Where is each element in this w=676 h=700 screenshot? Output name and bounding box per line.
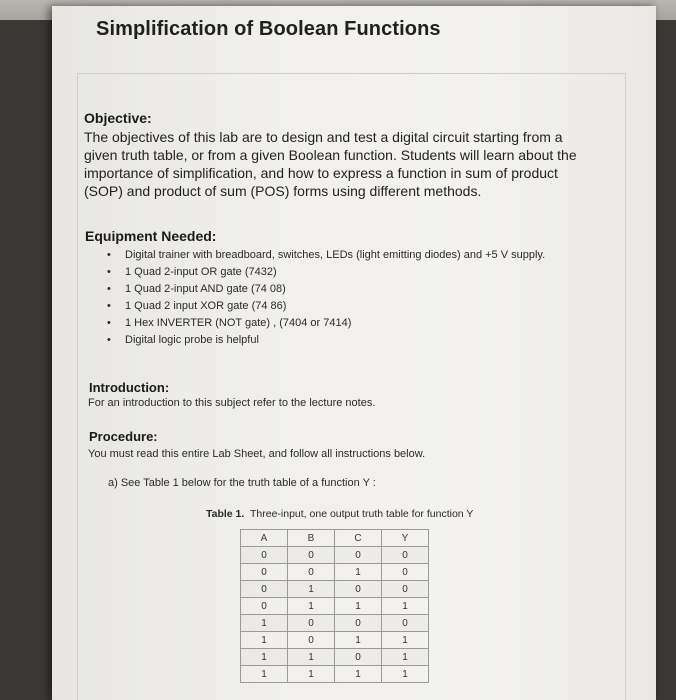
table-row	[241, 598, 429, 615]
bullet-icon: •	[107, 300, 111, 312]
table-cell: 1	[241, 632, 288, 649]
table-caption	[206, 508, 473, 520]
table-cell: 1	[335, 564, 382, 581]
table-cell: 1	[241, 666, 288, 683]
table-cell: 0	[335, 649, 382, 666]
table-cell: 0	[335, 615, 382, 632]
truth-table	[240, 529, 429, 683]
table-cell: 1	[288, 581, 335, 598]
table-cell: 0	[241, 547, 288, 564]
introduction-heading: Introduction:	[89, 380, 170, 395]
table-cell: 1	[382, 632, 429, 649]
table-cell: 0	[288, 547, 335, 564]
equipment-heading: Equipment Needed:	[85, 228, 217, 244]
bullet-icon: •	[107, 283, 111, 295]
introduction-text: For an introduction to this subject refer to the lecture notes.	[88, 397, 376, 409]
table-cell: 1	[335, 632, 382, 649]
table-cell: 1	[335, 598, 382, 615]
list-item: • Digital logic probe is helpful	[107, 334, 259, 346]
column-header-y: Y	[382, 530, 429, 547]
list-item: • 1 Quad 2-input AND gate (74 08)	[107, 283, 286, 295]
page-title: Simplification of Boolean Functions	[96, 18, 441, 40]
table-cell: 1	[241, 649, 288, 666]
bullet-icon: •	[107, 334, 111, 346]
objective-heading: Objective:	[84, 110, 152, 126]
table-cell: 1	[382, 666, 429, 683]
lab-sheet-page	[52, 6, 656, 700]
list-item: • Digital trainer with breadboard, switches, LEDs (light emitting diodes) and +5 V supply.	[107, 249, 546, 261]
procedure-step-a: a) See Table 1 below for the truth table of a function Y :	[108, 477, 376, 489]
list-item: • 1 Quad 2-input OR gate (7432)	[107, 266, 277, 278]
table-cell: 0	[288, 564, 335, 581]
table-caption-text: Three-input, one output truth table for function Y	[249, 508, 474, 520]
table-row	[241, 666, 429, 683]
table-row	[241, 547, 429, 564]
table-cell: 0	[241, 581, 288, 598]
table-cell: 1	[241, 615, 288, 632]
table-cell: 0	[335, 581, 382, 598]
table-caption-label: Table 1.	[206, 508, 245, 520]
table-cell: 0	[241, 598, 288, 615]
column-header-b: B	[288, 530, 335, 547]
table-row	[241, 615, 429, 632]
table-cell: 0	[382, 615, 429, 632]
list-item: • 1 Hex INVERTER (NOT gate) , (7404 or 7414)	[107, 317, 352, 329]
column-header-a: A	[241, 530, 288, 547]
procedure-heading: Procedure:	[89, 429, 158, 444]
column-header-c: C	[335, 530, 382, 547]
list-item: • 1 Quad 2 input XOR gate (74 86)	[107, 300, 287, 312]
table-cell: 0	[382, 581, 429, 598]
table-row	[241, 581, 429, 598]
table-cell: 1	[382, 649, 429, 666]
table-cell: 0	[288, 632, 335, 649]
table-cell: 0	[241, 564, 288, 581]
table-cell: 0	[382, 564, 429, 581]
table-cell: 0	[335, 547, 382, 564]
table-header-row	[241, 530, 429, 547]
table-cell: 1	[335, 666, 382, 683]
bullet-icon: •	[107, 317, 111, 329]
table-row	[241, 564, 429, 581]
equipment-list	[107, 248, 567, 350]
table-cell: 1	[288, 666, 335, 683]
bullet-icon: •	[107, 266, 111, 278]
table-cell: 1	[382, 598, 429, 615]
table-cell: 1	[288, 649, 335, 666]
table-cell: 0	[382, 547, 429, 564]
table-cell: 1	[288, 598, 335, 615]
table-row	[241, 632, 429, 649]
table-row	[241, 649, 429, 666]
table-cell: 0	[288, 615, 335, 632]
objective-text: The objectives of this lab are to design and test a digital circuit starting from a given truth table, or from a given Boolean function. Students will learn about the importance of simplification, and how to express a function in sum of product (SOP) and product of sum (POS) forms using different methods.	[84, 129, 577, 199]
procedure-text: You must read this entire Lab Sheet, and follow all instructions below.	[88, 448, 426, 460]
bullet-icon: •	[107, 249, 111, 261]
